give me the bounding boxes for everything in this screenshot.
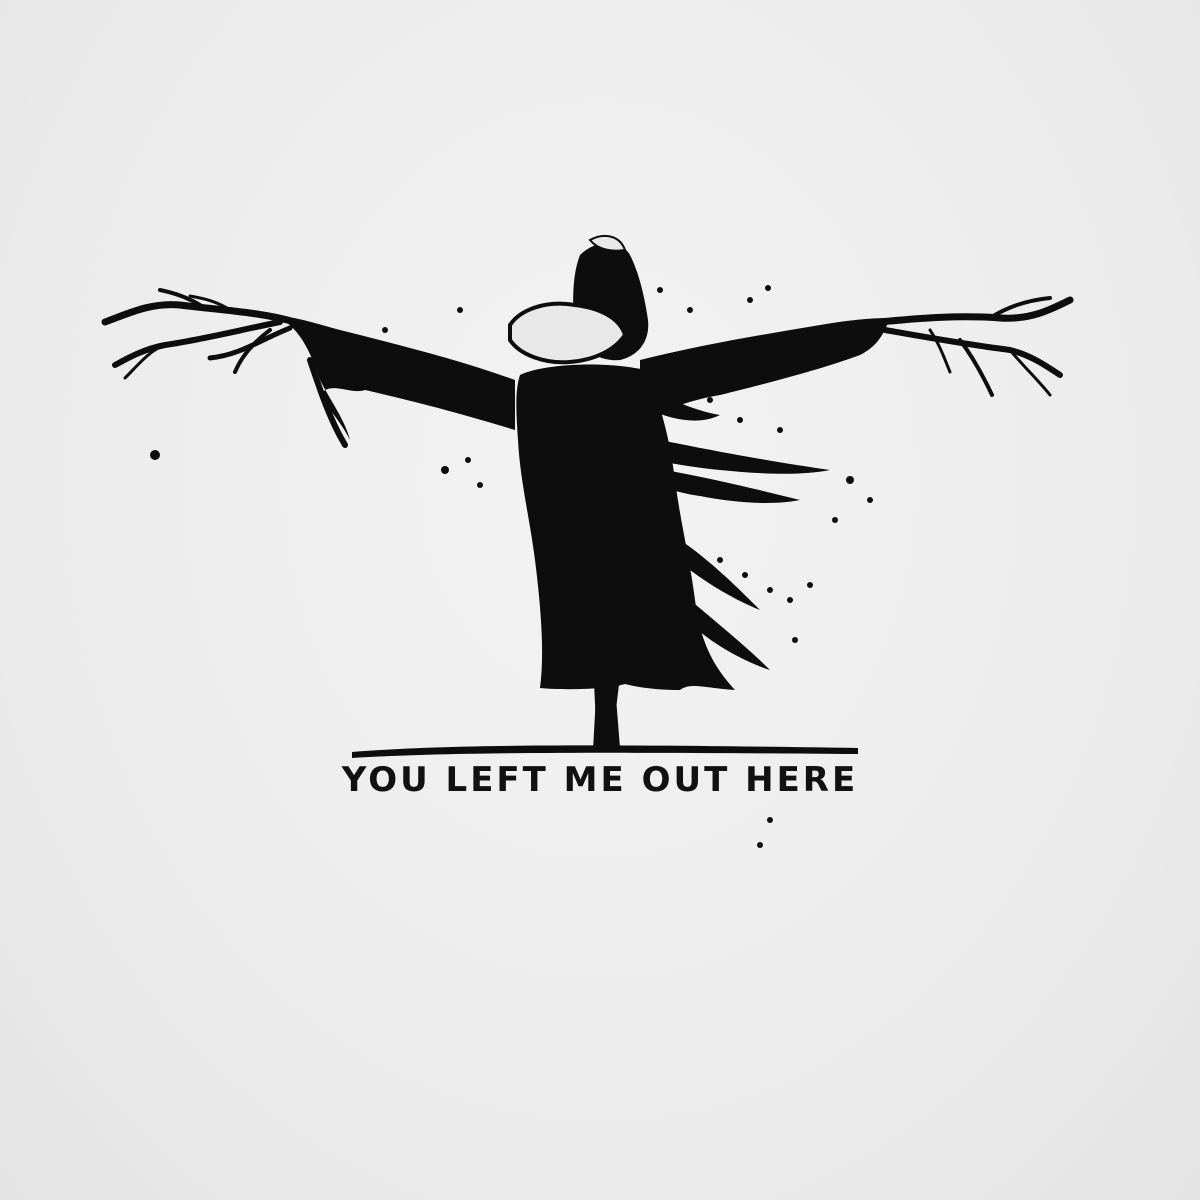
scarecrow-left-twigs [105, 290, 345, 445]
caption-text: YOU LEFT ME OUT HERE [341, 760, 859, 800]
scarecrow-right-twigs [880, 298, 1070, 395]
